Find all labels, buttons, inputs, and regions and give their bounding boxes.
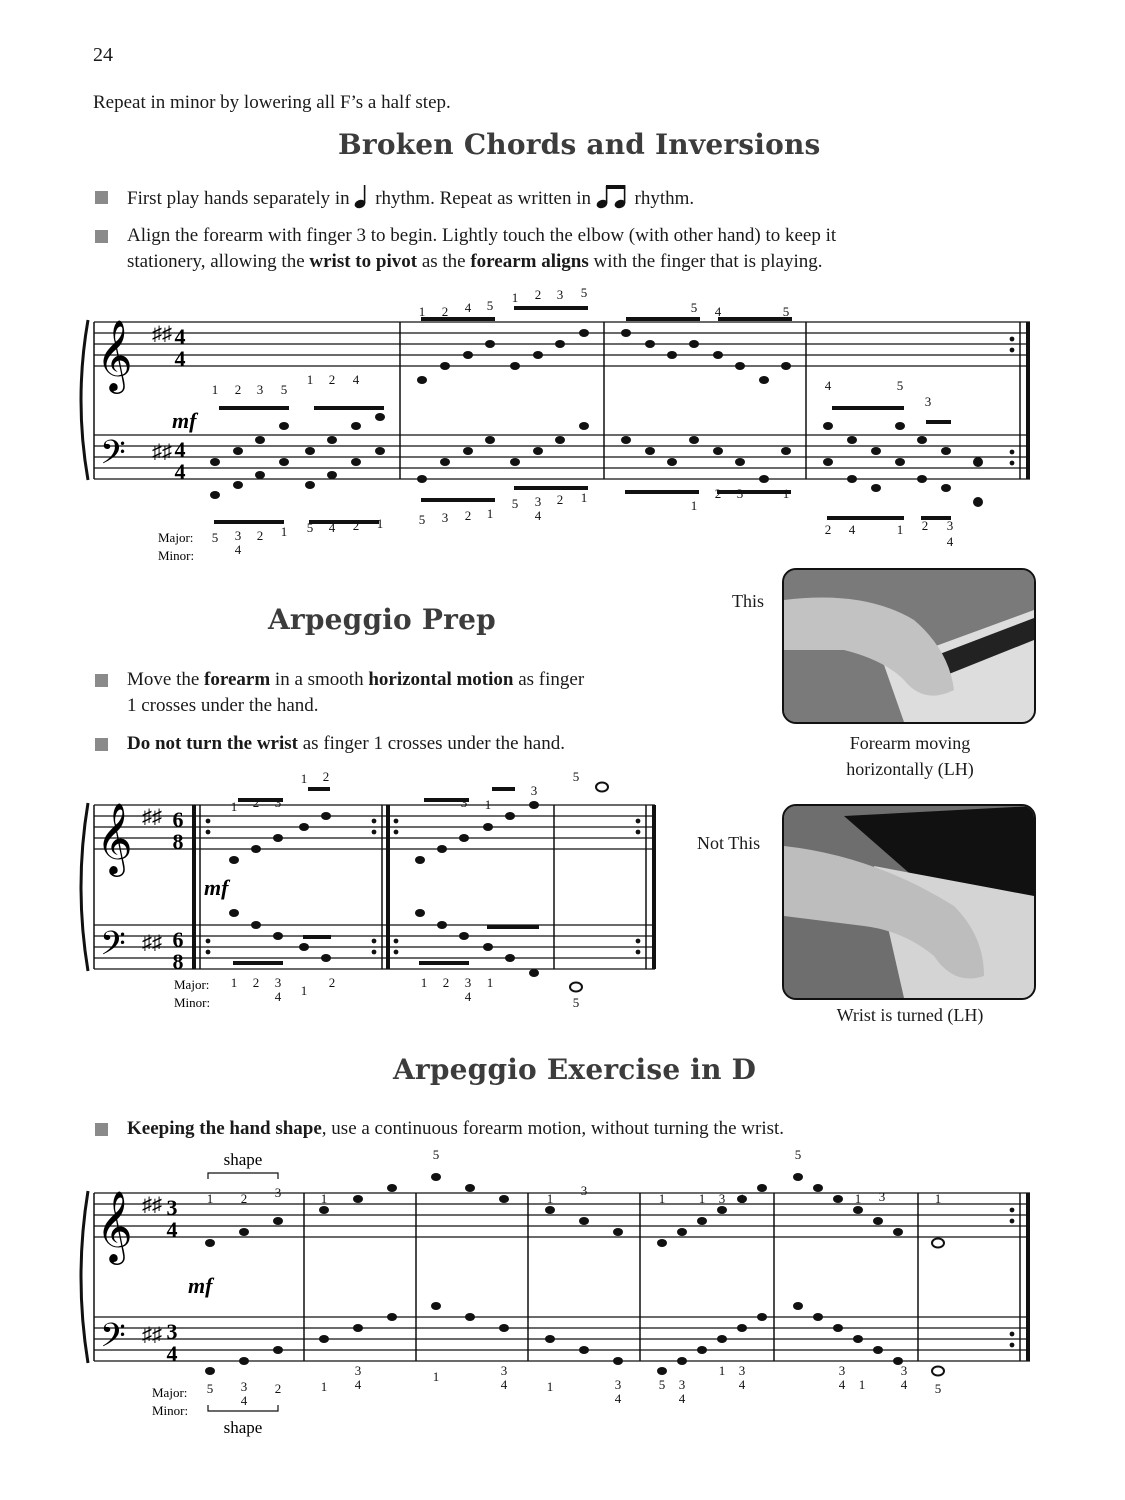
bullet-text-part: as the bbox=[417, 251, 471, 272]
svg-text:1: 1 bbox=[690, 498, 698, 513]
bullet-no-wrist-turn bbox=[95, 731, 695, 759]
bullet-text-part: with the finger that is playing. bbox=[588, 251, 823, 272]
svg-text:1: 1 bbox=[320, 1379, 328, 1394]
notes-prep-measure-1 bbox=[229, 787, 331, 965]
svg-text:5: 5 bbox=[486, 298, 494, 313]
barlines bbox=[94, 1193, 1028, 1361]
svg-text:3: 3 bbox=[738, 1363, 746, 1378]
repeat-dots bbox=[206, 819, 641, 955]
caption-forearm-moving bbox=[800, 730, 1020, 782]
svg-text:3: 3 bbox=[441, 510, 449, 525]
time-signature-top: 4 bbox=[174, 437, 186, 462]
time-signature-bottom: 8 bbox=[172, 829, 184, 854]
svg-text:4: 4 bbox=[354, 1377, 362, 1392]
svg-text:3: 3 bbox=[900, 1363, 908, 1378]
label-major: Major: bbox=[152, 1385, 188, 1400]
bullet-line: 1 crosses under the hand. bbox=[127, 695, 319, 716]
svg-text:2: 2 bbox=[240, 1191, 248, 1206]
svg-text:2: 2 bbox=[328, 975, 336, 990]
svg-text:5: 5 bbox=[280, 382, 288, 397]
svg-text:2: 2 bbox=[234, 382, 242, 397]
bullet-bold-part: Do not turn the wrist bbox=[127, 733, 298, 754]
bullet-bold-part: wrist to pivot bbox=[309, 251, 418, 272]
svg-text:3: 3 bbox=[924, 394, 932, 409]
svg-text:4: 4 bbox=[838, 1377, 846, 1392]
bullet-text-part: rhythm. bbox=[634, 188, 695, 209]
photo-wrist-turned bbox=[782, 804, 1036, 1000]
svg-text:3: 3 bbox=[354, 1363, 362, 1378]
bullet-bold-part: horizontal motion bbox=[368, 669, 514, 690]
brace bbox=[81, 320, 88, 480]
intro-text: Repeat in minor by lowering all F’s a half step. bbox=[93, 92, 451, 113]
time-signature-bottom: 4 bbox=[166, 1341, 178, 1366]
bullet-square-icon bbox=[95, 738, 108, 751]
svg-text:3: 3 bbox=[838, 1363, 846, 1378]
bullet-bold-part: forearm bbox=[204, 669, 271, 690]
brace bbox=[81, 1191, 88, 1363]
svg-text:5: 5 bbox=[794, 1147, 802, 1162]
svg-text:3: 3 bbox=[556, 287, 564, 302]
section-title-broken-chords: Broken Chords and Inversions bbox=[338, 128, 821, 161]
svg-text:2: 2 bbox=[252, 975, 260, 990]
half-note-dotted bbox=[596, 783, 608, 792]
svg-text:5: 5 bbox=[934, 1381, 942, 1396]
svg-text:1: 1 bbox=[418, 304, 426, 319]
svg-text:4: 4 bbox=[824, 378, 832, 393]
svg-text:2: 2 bbox=[252, 795, 260, 810]
key-signature-sharps-icon: ♯♯ bbox=[142, 806, 162, 828]
svg-text:1: 1 bbox=[738, 1191, 746, 1206]
time-signature-top: 6 bbox=[172, 927, 184, 952]
bullet-forearm-horizontal bbox=[95, 667, 695, 723]
this-label: This bbox=[732, 591, 765, 611]
svg-text:1: 1 bbox=[854, 1191, 862, 1206]
half-note-dotted bbox=[932, 1367, 944, 1376]
svg-text:2: 2 bbox=[464, 508, 472, 523]
svg-text:1: 1 bbox=[580, 490, 588, 505]
svg-text:3: 3 bbox=[274, 1185, 282, 1200]
svg-text:3: 3 bbox=[614, 1377, 622, 1392]
svg-text:4: 4 bbox=[714, 304, 722, 319]
notes-treble-exercise bbox=[205, 1173, 903, 1247]
svg-text:2: 2 bbox=[921, 518, 929, 533]
svg-text:1: 1 bbox=[300, 771, 308, 786]
piano-hand-image bbox=[784, 570, 1034, 722]
label-minor: Minor: bbox=[152, 1403, 189, 1418]
section-title-arpeggio-prep: Arpeggio Prep bbox=[268, 603, 496, 636]
svg-text:1: 1 bbox=[546, 1191, 554, 1206]
svg-text:5: 5 bbox=[211, 530, 219, 545]
bullet-rhythm bbox=[95, 184, 1055, 212]
svg-text:1: 1 bbox=[420, 975, 428, 990]
svg-text:2: 2 bbox=[322, 769, 330, 784]
repeat-dots bbox=[1010, 1208, 1015, 1348]
treble-clef-icon: 𝄞 bbox=[96, 322, 133, 390]
svg-text:3: 3 bbox=[878, 1189, 886, 1204]
quarter-note-icon bbox=[354, 184, 370, 210]
svg-text:3: 3 bbox=[530, 783, 538, 798]
treble-clef-icon: 𝄞 bbox=[96, 1193, 133, 1261]
svg-text:1: 1 bbox=[546, 1379, 554, 1394]
bullet-line: Align the forearm with finger 3 to begin. Lightly touch the elbow (with other hand) to keep it bbox=[127, 225, 837, 246]
svg-text:4: 4 bbox=[848, 522, 856, 537]
notes-measure-4 bbox=[823, 406, 983, 520]
bullet-bold-part: forearm aligns bbox=[470, 251, 589, 272]
svg-text:4: 4 bbox=[738, 1377, 746, 1392]
bullet-text-part: rhythm. Repeat as written in bbox=[375, 188, 591, 209]
svg-text:2: 2 bbox=[824, 522, 832, 537]
svg-text:1: 1 bbox=[300, 983, 308, 998]
label-minor: Minor: bbox=[174, 995, 211, 1010]
svg-text:3: 3 bbox=[718, 1191, 726, 1206]
svg-text:1: 1 bbox=[280, 524, 288, 539]
svg-text:1: 1 bbox=[858, 1377, 866, 1392]
key-signature-sharps-icon: ♯♯ bbox=[142, 1194, 162, 1216]
svg-text:2: 2 bbox=[534, 287, 542, 302]
svg-text:3: 3 bbox=[534, 494, 542, 509]
svg-text:5: 5 bbox=[690, 300, 698, 315]
bass-staff bbox=[94, 1317, 1030, 1361]
svg-text:4: 4 bbox=[614, 1391, 622, 1406]
svg-text:5: 5 bbox=[306, 520, 314, 535]
svg-text:4: 4 bbox=[500, 1377, 508, 1392]
time-signature-bottom: 8 bbox=[172, 949, 184, 974]
svg-text:3: 3 bbox=[274, 795, 282, 810]
bullet-forearm-align bbox=[95, 223, 1075, 279]
svg-text:3: 3 bbox=[946, 518, 954, 533]
treble-clef-icon: 𝄞 bbox=[96, 805, 133, 873]
svg-text:1: 1 bbox=[376, 516, 384, 531]
svg-text:5: 5 bbox=[418, 512, 426, 527]
svg-text:2: 2 bbox=[274, 1381, 282, 1396]
key-signature-sharps-icon: ♯♯ bbox=[152, 441, 172, 463]
time-signature-bottom: 4 bbox=[174, 346, 186, 371]
half-note-dotted bbox=[570, 983, 582, 992]
svg-text:5: 5 bbox=[572, 995, 580, 1010]
bullet-text-part: Move the bbox=[127, 669, 205, 690]
svg-text:4: 4 bbox=[274, 989, 282, 1004]
bullet-square-icon bbox=[95, 191, 108, 204]
time-signature-top: 6 bbox=[172, 807, 184, 832]
svg-text:4: 4 bbox=[234, 542, 242, 557]
svg-text:4: 4 bbox=[900, 1377, 908, 1392]
svg-text:5: 5 bbox=[896, 378, 904, 393]
bullet-text-part: as finger 1 crosses under the hand. bbox=[298, 733, 565, 754]
svg-text:1: 1 bbox=[211, 382, 219, 397]
svg-text:2: 2 bbox=[256, 528, 264, 543]
svg-text:3: 3 bbox=[460, 795, 468, 810]
svg-text:4: 4 bbox=[678, 1391, 686, 1406]
caption-line: Forearm moving bbox=[849, 733, 971, 753]
label-major: Major: bbox=[158, 530, 194, 545]
score-arpeggio-exercise bbox=[70, 1145, 1050, 1445]
caption-line: horizontally (LH) bbox=[846, 759, 974, 779]
svg-text:3: 3 bbox=[464, 975, 472, 990]
dynamic-marking: mf bbox=[172, 408, 197, 433]
svg-text:3: 3 bbox=[580, 1183, 588, 1198]
bullet-text-part: in a smooth bbox=[270, 669, 369, 690]
svg-text:2: 2 bbox=[556, 492, 564, 507]
svg-text:3: 3 bbox=[678, 1377, 686, 1392]
photo-forearm-horizontal bbox=[782, 568, 1036, 724]
svg-text:1: 1 bbox=[486, 506, 494, 521]
time-signature-top: 3 bbox=[166, 1319, 178, 1344]
score-arpeggio-prep bbox=[70, 765, 670, 1025]
svg-text:2: 2 bbox=[441, 304, 449, 319]
svg-text:1: 1 bbox=[320, 1191, 328, 1206]
time-signature-bottom: 4 bbox=[166, 1217, 178, 1242]
label-minor: Minor: bbox=[158, 548, 195, 563]
fingering-numbers bbox=[207, 1147, 942, 1408]
page-number: 24 bbox=[93, 44, 113, 66]
half-note-dotted bbox=[932, 1239, 944, 1248]
svg-text:1: 1 bbox=[698, 1191, 706, 1206]
svg-text:3: 3 bbox=[240, 1379, 248, 1394]
bass-clef-icon: 𝄢 bbox=[100, 434, 126, 479]
svg-text:3: 3 bbox=[500, 1363, 508, 1378]
svg-text:5: 5 bbox=[511, 496, 519, 511]
svg-text:1: 1 bbox=[306, 372, 314, 387]
notes-measure-1 bbox=[210, 406, 385, 524]
svg-text:1: 1 bbox=[896, 522, 904, 537]
dynamic-marking: mf bbox=[188, 1273, 213, 1298]
bullet-text-part: stationery, allowing the bbox=[127, 251, 310, 272]
svg-text:1: 1 bbox=[432, 1369, 440, 1384]
svg-text:5: 5 bbox=[580, 285, 588, 300]
treble-staff bbox=[94, 1193, 1030, 1237]
svg-text:3: 3 bbox=[256, 382, 264, 397]
svg-text:2: 2 bbox=[714, 486, 722, 501]
score-broken-chords bbox=[70, 280, 1050, 580]
time-signature-top: 4 bbox=[174, 324, 186, 349]
key-signature-sharps-icon: ♯♯ bbox=[152, 323, 172, 345]
not-this-label: Not This bbox=[697, 833, 761, 853]
svg-text:4: 4 bbox=[352, 372, 360, 387]
svg-text:1: 1 bbox=[486, 975, 494, 990]
svg-text:1: 1 bbox=[206, 1191, 214, 1206]
shape-label-bottom: shape bbox=[223, 1418, 263, 1437]
brace bbox=[81, 803, 88, 971]
bullet-text-part: as finger bbox=[513, 669, 585, 690]
svg-text:1: 1 bbox=[230, 799, 238, 814]
caption-wrist-turned: Wrist is turned (LH) bbox=[836, 1005, 984, 1025]
svg-text:5: 5 bbox=[572, 769, 580, 784]
eighth-notes-icon bbox=[596, 184, 630, 210]
bullet-hand-shape bbox=[95, 1116, 1055, 1144]
svg-text:4: 4 bbox=[240, 1393, 248, 1408]
shape-label-top: shape bbox=[223, 1150, 263, 1169]
key-signature-sharps-icon: ♯♯ bbox=[142, 1324, 162, 1346]
svg-text:5: 5 bbox=[658, 1377, 666, 1392]
shape-bracket-top bbox=[208, 1173, 278, 1179]
svg-text:1: 1 bbox=[230, 975, 238, 990]
notes-measure-2 bbox=[417, 306, 589, 502]
bullet-square-icon bbox=[95, 1123, 108, 1136]
svg-text:1: 1 bbox=[484, 797, 492, 812]
svg-text:1: 1 bbox=[934, 1191, 942, 1206]
svg-text:3: 3 bbox=[274, 975, 282, 990]
svg-text:5: 5 bbox=[206, 1381, 214, 1396]
section-title-arpeggio-exercise: Arpeggio Exercise in D bbox=[393, 1053, 757, 1086]
dynamic-marking: mf bbox=[204, 875, 229, 900]
svg-text:1: 1 bbox=[658, 1191, 666, 1206]
svg-text:4: 4 bbox=[946, 534, 954, 549]
piano-hand-image bbox=[784, 806, 1034, 998]
key-signature-sharps-icon: ♯♯ bbox=[142, 932, 162, 954]
svg-text:3: 3 bbox=[234, 528, 242, 543]
svg-text:2: 2 bbox=[352, 518, 360, 533]
svg-text:3: 3 bbox=[736, 486, 744, 501]
svg-text:2: 2 bbox=[328, 372, 336, 387]
svg-text:2: 2 bbox=[442, 975, 450, 990]
bullet-square-icon bbox=[95, 230, 108, 243]
svg-text:4: 4 bbox=[328, 520, 336, 535]
bullet-bold-part: Keeping the hand shape bbox=[127, 1118, 322, 1139]
svg-text:5: 5 bbox=[432, 1147, 440, 1162]
bass-clef-icon: 𝄢 bbox=[100, 1317, 126, 1362]
time-signature-top: 3 bbox=[166, 1195, 178, 1220]
bullet-text-part: , use a continuous forearm motion, without turning the wrist. bbox=[321, 1118, 785, 1139]
svg-text:1: 1 bbox=[782, 486, 790, 501]
svg-text:5: 5 bbox=[782, 304, 790, 319]
bullet-text-part: First play hands separately in bbox=[127, 188, 350, 209]
svg-text:4: 4 bbox=[464, 300, 472, 315]
svg-text:4: 4 bbox=[464, 989, 472, 1004]
label-major: Major: bbox=[174, 977, 210, 992]
bullet-square-icon bbox=[95, 674, 108, 687]
bass-clef-icon: 𝄢 bbox=[100, 925, 126, 970]
svg-text:1: 1 bbox=[511, 290, 519, 305]
time-signature-bottom: 4 bbox=[174, 459, 186, 484]
svg-text:1: 1 bbox=[718, 1363, 726, 1378]
svg-text:4: 4 bbox=[534, 508, 542, 523]
